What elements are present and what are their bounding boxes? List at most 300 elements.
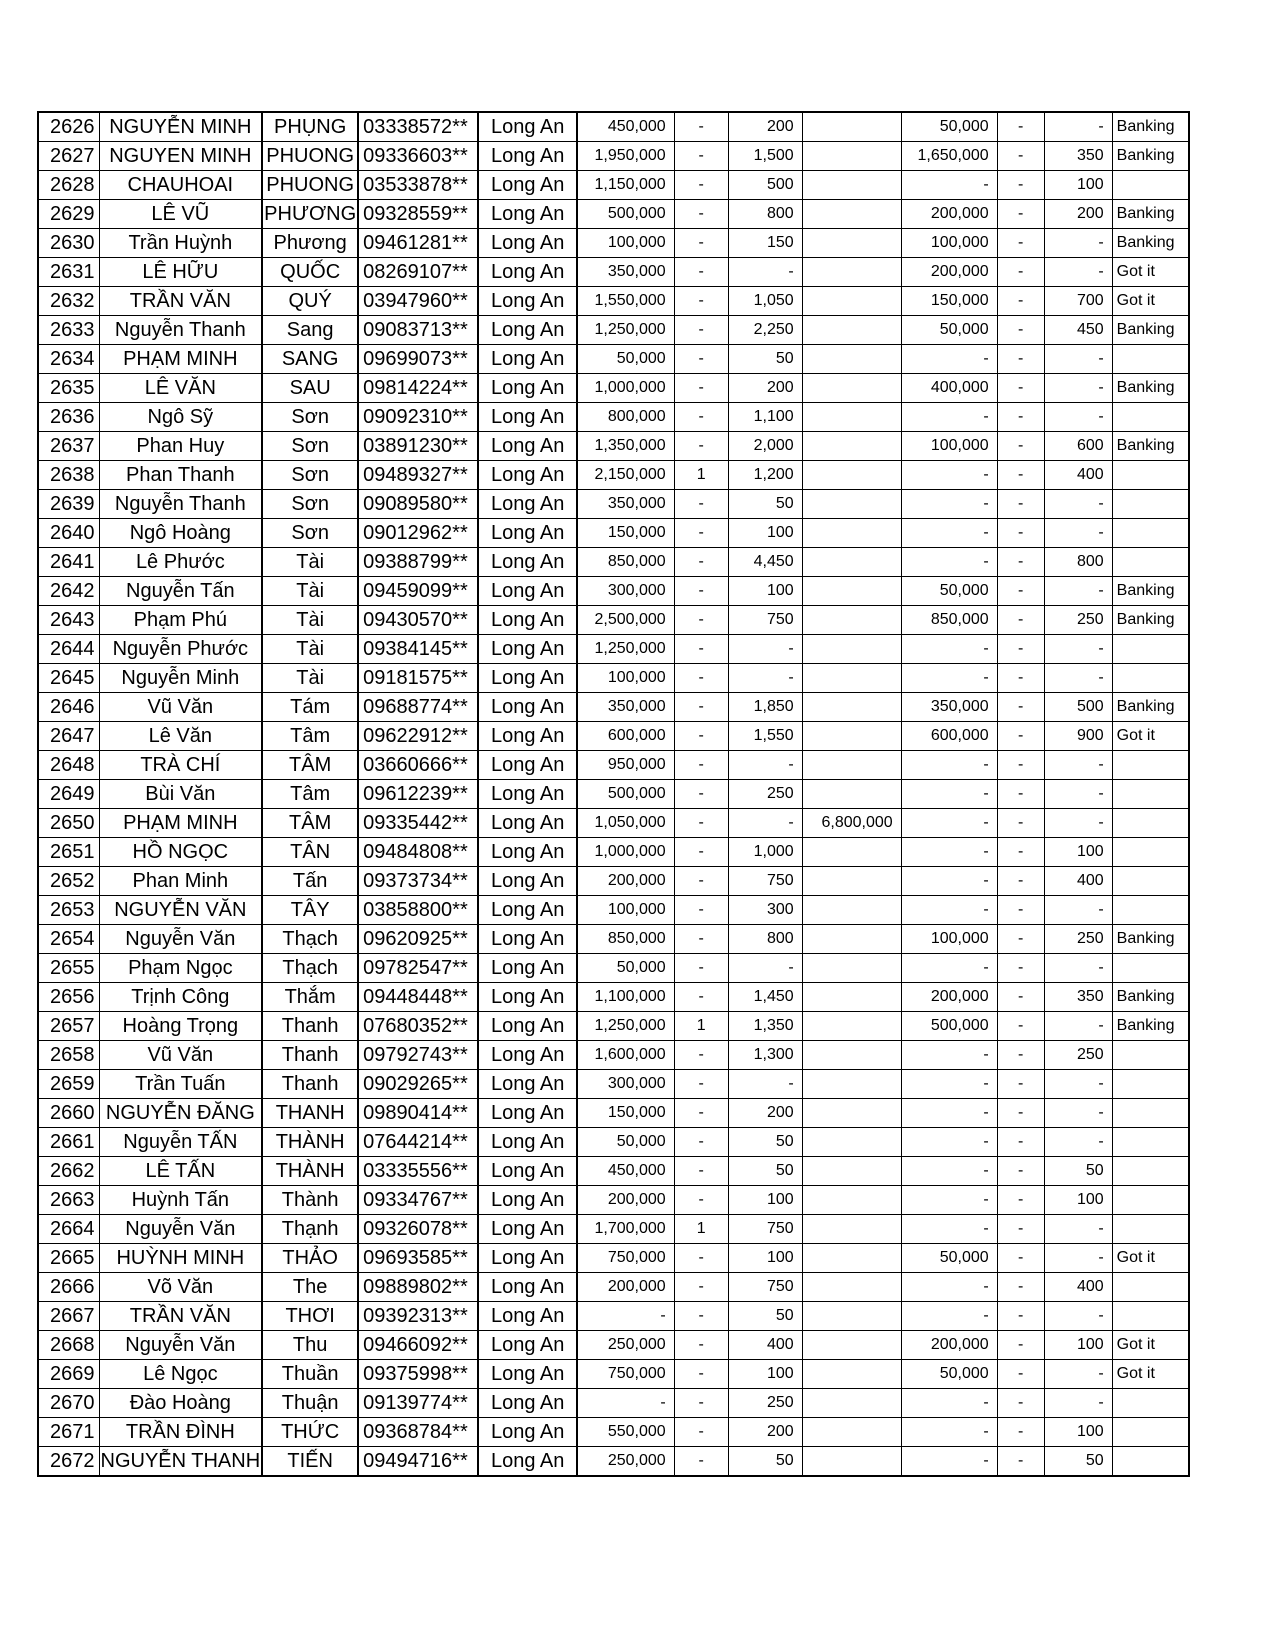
row-number-cell: 2660 [38,1099,99,1128]
count-cell: - [674,374,728,403]
amount-cell: 450,000 [577,112,674,142]
province-cell: Long An [478,171,577,200]
count-cell: 1 [674,1012,728,1041]
table-row [38,1302,1189,1331]
points-cell: 750 [728,867,802,896]
method-cell: Banking [1112,983,1189,1012]
points-cell: 1,200 [728,461,802,490]
table-row [38,1099,1189,1128]
bonus-cell: - [1044,403,1112,432]
row-number-cell: 2671 [38,1418,99,1447]
province-cell: Long An [478,432,577,461]
given-name-cell: Tâm [262,780,358,809]
flag-cell: - [997,577,1044,606]
amount-cell: 1,950,000 [577,142,674,171]
given-name-cell: THỨC [262,1418,358,1447]
given-name-cell: PHỤNG [262,112,358,142]
extra-amount-cell [802,258,901,287]
extra-amount-cell [802,1302,901,1331]
surname-cell: PHẠM MINH [99,345,262,374]
method-cell: Banking [1112,374,1189,403]
amount-cell: 150,000 [577,519,674,548]
surname-cell: Huỳnh Tấn [99,1186,262,1215]
bonus-cell: 500 [1044,693,1112,722]
paid-amount-cell: 200,000 [901,983,997,1012]
province-cell: Long An [478,1157,577,1186]
phone-cell: 09336603** [358,142,478,171]
table-row [38,229,1189,258]
flag-cell: - [997,316,1044,345]
province-cell: Long An [478,1128,577,1157]
bonus-cell: 100 [1044,1418,1112,1447]
extra-amount-cell [802,954,901,983]
flag-cell: - [997,1128,1044,1157]
amount-cell: 350,000 [577,693,674,722]
points-cell: 50 [728,1157,802,1186]
flag-cell: - [997,548,1044,577]
table-row [38,171,1189,200]
table-row [38,1418,1189,1447]
phone-cell: 09368784** [358,1418,478,1447]
row-number-cell: 2670 [38,1389,99,1418]
extra-amount-cell [802,838,901,867]
paid-amount-cell: 850,000 [901,606,997,635]
extra-amount-cell [802,983,901,1012]
method-cell: Banking [1112,606,1189,635]
row-number-cell: 2657 [38,1012,99,1041]
amount-cell: 250,000 [577,1447,674,1477]
bonus-cell: - [1044,954,1112,983]
paid-amount-cell: - [901,519,997,548]
extra-amount-cell [802,374,901,403]
surname-cell: LÊ VŨ [99,200,262,229]
phone-cell: 09139774** [358,1389,478,1418]
table-row [38,345,1189,374]
extra-amount-cell [802,171,901,200]
surname-cell: Nguyễn Phước [99,635,262,664]
province-cell: Long An [478,1418,577,1447]
bonus-cell: 350 [1044,142,1112,171]
method-cell [1112,461,1189,490]
surname-cell: Vũ Văn [99,1041,262,1070]
amount-cell: 850,000 [577,925,674,954]
amount-cell: 1,600,000 [577,1041,674,1070]
province-cell: Long An [478,1389,577,1418]
paid-amount-cell: - [901,954,997,983]
phone-cell: 09459099** [358,577,478,606]
table-row [38,1331,1189,1360]
extra-amount-cell [802,1360,901,1389]
flag-cell: - [997,1070,1044,1099]
bonus-cell: 400 [1044,1273,1112,1302]
phone-cell: 09461281** [358,229,478,258]
count-cell: - [674,316,728,345]
paid-amount-cell: - [901,1447,997,1477]
phone-cell: 09335442** [358,809,478,838]
surname-cell: LÊ TẤN [99,1157,262,1186]
amount-cell: 550,000 [577,1418,674,1447]
amount-cell: 1,150,000 [577,171,674,200]
surname-cell: Hoàng Trọng [99,1012,262,1041]
surname-cell: NGUYỄN ĐĂNG [99,1099,262,1128]
paid-amount-cell: 1,650,000 [901,142,997,171]
table-row [38,1041,1189,1070]
count-cell: - [674,838,728,867]
amount-cell: 600,000 [577,722,674,751]
flag-cell: - [997,258,1044,287]
method-cell [1112,664,1189,693]
surname-cell: Lê Văn [99,722,262,751]
bonus-cell: - [1044,780,1112,809]
surname-cell: HỒ NGỌC [99,838,262,867]
given-name-cell: THÀNH [262,1157,358,1186]
method-cell: Got it [1112,722,1189,751]
count-cell: - [674,664,728,693]
method-cell [1112,1215,1189,1244]
phone-cell: 09612239** [358,780,478,809]
row-number-cell: 2644 [38,635,99,664]
extra-amount-cell [802,142,901,171]
flag-cell: - [997,809,1044,838]
flag-cell: - [997,1360,1044,1389]
extra-amount-cell [802,287,901,316]
amount-cell: 850,000 [577,548,674,577]
extra-amount-cell [802,229,901,258]
table-row [38,954,1189,983]
paid-amount-cell: - [901,1389,997,1418]
method-cell [1112,867,1189,896]
given-name-cell: TÂM [262,809,358,838]
method-cell [1112,1273,1189,1302]
count-cell: 1 [674,1215,728,1244]
amount-cell: 350,000 [577,258,674,287]
count-cell: - [674,1041,728,1070]
province-cell: Long An [478,693,577,722]
row-number-cell: 2635 [38,374,99,403]
paid-amount-cell: 50,000 [901,577,997,606]
table-row [38,112,1189,142]
phone-cell: 09384145** [358,635,478,664]
given-name-cell: THÀNH [262,1128,358,1157]
flag-cell: - [997,1186,1044,1215]
amount-cell: 2,150,000 [577,461,674,490]
count-cell: - [674,1128,728,1157]
given-name-cell: Thu [262,1331,358,1360]
paid-amount-cell: - [901,1186,997,1215]
table-row [38,1360,1189,1389]
method-cell [1112,1389,1189,1418]
row-number-cell: 2661 [38,1128,99,1157]
count-cell: - [674,1099,728,1128]
paid-amount-cell: 200,000 [901,1331,997,1360]
given-name-cell: Thuận [262,1389,358,1418]
points-cell: 200 [728,112,802,142]
phone-cell: 07680352** [358,1012,478,1041]
given-name-cell: Sơn [262,490,358,519]
paid-amount-cell: - [901,548,997,577]
extra-amount-cell [802,693,901,722]
points-cell: 4,450 [728,548,802,577]
amount-cell: 1,250,000 [577,316,674,345]
flag-cell: - [997,112,1044,142]
row-number-cell: 2658 [38,1041,99,1070]
surname-cell: TRẦN VĂN [99,1302,262,1331]
count-cell: - [674,548,728,577]
province-cell: Long An [478,1331,577,1360]
bonus-cell: 450 [1044,316,1112,345]
flag-cell: - [997,1215,1044,1244]
method-cell [1112,171,1189,200]
surname-cell: NGUYEN MINH [99,142,262,171]
points-cell: 100 [728,577,802,606]
paid-amount-cell: 100,000 [901,925,997,954]
province-cell: Long An [478,1070,577,1099]
given-name-cell: SANG [262,345,358,374]
count-cell: - [674,519,728,548]
table-row [38,374,1189,403]
points-cell: 2,000 [728,432,802,461]
method-cell: Banking [1112,577,1189,606]
table-row [38,867,1189,896]
given-name-cell: Thanh [262,1041,358,1070]
table-row [38,1273,1189,1302]
amount-cell: 100,000 [577,896,674,925]
table-row [38,403,1189,432]
amount-cell: 200,000 [577,1273,674,1302]
given-name-cell: The [262,1273,358,1302]
amount-cell: 1,250,000 [577,1012,674,1041]
extra-amount-cell [802,577,901,606]
table-row [38,1447,1189,1477]
count-cell: - [674,722,728,751]
extra-amount-cell [802,1273,901,1302]
row-number-cell: 2662 [38,1157,99,1186]
surname-cell: TRẦN ĐÌNH [99,1418,262,1447]
row-number-cell: 2638 [38,461,99,490]
row-number-cell: 2626 [38,112,99,142]
paid-amount-cell: 50,000 [901,316,997,345]
extra-amount-cell [802,1418,901,1447]
paid-amount-cell: 500,000 [901,1012,997,1041]
given-name-cell: QUÝ [262,287,358,316]
extra-amount-cell [802,1070,901,1099]
row-number-cell: 2667 [38,1302,99,1331]
row-number-cell: 2655 [38,954,99,983]
amount-cell: 1,350,000 [577,432,674,461]
table-row [38,751,1189,780]
amount-cell: 1,250,000 [577,635,674,664]
paid-amount-cell: - [901,1041,997,1070]
table-row [38,809,1189,838]
method-cell [1112,1070,1189,1099]
surname-cell: Nguyễn TẤN [99,1128,262,1157]
extra-amount-cell [802,519,901,548]
count-cell: - [674,1389,728,1418]
given-name-cell: TIẾN [262,1447,358,1477]
method-cell [1112,345,1189,374]
paid-amount-cell: 200,000 [901,258,997,287]
table-row [38,838,1189,867]
method-cell [1112,954,1189,983]
points-cell: 250 [728,780,802,809]
flag-cell: - [997,635,1044,664]
points-cell: - [728,1070,802,1099]
points-cell: - [728,258,802,287]
flag-cell: - [997,229,1044,258]
province-cell: Long An [478,983,577,1012]
count-cell: - [674,142,728,171]
row-number-cell: 2656 [38,983,99,1012]
bonus-cell: - [1044,635,1112,664]
count-cell: 1 [674,461,728,490]
amount-cell: 100,000 [577,664,674,693]
table-row [38,1215,1189,1244]
count-cell: - [674,925,728,954]
count-cell: - [674,809,728,838]
row-number-cell: 2663 [38,1186,99,1215]
province-cell: Long An [478,258,577,287]
row-number-cell: 2646 [38,693,99,722]
phone-cell: 09484808** [358,838,478,867]
province-cell: Long An [478,200,577,229]
points-cell: 1,500 [728,142,802,171]
count-cell: - [674,1331,728,1360]
paid-amount-cell: - [901,403,997,432]
extra-amount-cell [802,461,901,490]
count-cell: - [674,490,728,519]
province-cell: Long An [478,1302,577,1331]
method-cell: Got it [1112,1360,1189,1389]
flag-cell: - [997,867,1044,896]
paid-amount-cell: - [901,1157,997,1186]
bonus-cell: 200 [1044,200,1112,229]
points-cell: 750 [728,1215,802,1244]
table-row [38,1186,1189,1215]
phone-cell: 09083713** [358,316,478,345]
paid-amount-cell: - [901,809,997,838]
given-name-cell: Sơn [262,461,358,490]
extra-amount-cell [802,896,901,925]
paid-amount-cell: - [901,896,997,925]
table-body [38,112,1189,1476]
points-cell: 400 [728,1331,802,1360]
bonus-cell: - [1044,751,1112,780]
paid-amount-cell: 600,000 [901,722,997,751]
row-number-cell: 2643 [38,606,99,635]
row-number-cell: 2652 [38,867,99,896]
bonus-cell: - [1044,1012,1112,1041]
phone-cell: 09029265** [358,1070,478,1099]
amount-cell: 300,000 [577,577,674,606]
extra-amount-cell [802,664,901,693]
extra-amount-cell [802,1186,901,1215]
province-cell: Long An [478,548,577,577]
surname-cell: Nguyễn Văn [99,925,262,954]
amount-cell: 150,000 [577,1099,674,1128]
phone-cell: 09814224** [358,374,478,403]
given-name-cell: Thắm [262,983,358,1012]
row-number-cell: 2649 [38,780,99,809]
province-cell: Long An [478,461,577,490]
table-row [38,1070,1189,1099]
table-row [38,200,1189,229]
flag-cell: - [997,519,1044,548]
amount-cell: 1,550,000 [577,287,674,316]
surname-cell: LÊ VĂN [99,374,262,403]
amount-cell: 950,000 [577,751,674,780]
method-cell [1112,403,1189,432]
surname-cell: CHAUHOAI [99,171,262,200]
table-row [38,142,1189,171]
given-name-cell: Sơn [262,519,358,548]
count-cell: - [674,1244,728,1273]
given-name-cell: PHUONG [262,142,358,171]
bonus-cell: - [1044,896,1112,925]
bonus-cell: - [1044,229,1112,258]
given-name-cell: TÂN [262,838,358,867]
row-number-cell: 2632 [38,287,99,316]
amount-cell: 500,000 [577,780,674,809]
count-cell: - [674,403,728,432]
given-name-cell: Tài [262,635,358,664]
amount-cell: 100,000 [577,229,674,258]
bonus-cell: 100 [1044,1331,1112,1360]
province-cell: Long An [478,1099,577,1128]
phone-cell: 09494716** [358,1447,478,1477]
surname-cell: Phan Huy [99,432,262,461]
row-number-cell: 2628 [38,171,99,200]
count-cell: - [674,867,728,896]
paid-amount-cell: 50,000 [901,112,997,142]
points-cell: 1,300 [728,1041,802,1070]
method-cell: Banking [1112,316,1189,345]
extra-amount-cell [802,1331,901,1360]
phone-cell: 09375998** [358,1360,478,1389]
province-cell: Long An [478,1273,577,1302]
flag-cell: - [997,1012,1044,1041]
phone-cell: 03533878** [358,171,478,200]
table-row [38,693,1189,722]
extra-amount-cell [802,1389,901,1418]
points-cell: 100 [728,1360,802,1389]
surname-cell: Vũ Văn [99,693,262,722]
phone-cell: 09889802** [358,1273,478,1302]
count-cell: - [674,780,728,809]
amount-cell: 500,000 [577,200,674,229]
table-row [38,1389,1189,1418]
phone-cell: 03858800** [358,896,478,925]
row-number-cell: 2651 [38,838,99,867]
bonus-cell: 900 [1044,722,1112,751]
phone-cell: 03891230** [358,432,478,461]
flag-cell: - [997,345,1044,374]
province-cell: Long An [478,112,577,142]
points-cell: 800 [728,200,802,229]
points-cell: 1,050 [728,287,802,316]
count-cell: - [674,606,728,635]
count-cell: - [674,432,728,461]
paid-amount-cell: 400,000 [901,374,997,403]
paid-amount-cell: - [901,780,997,809]
surname-cell: NGUYỄN THANH [99,1447,262,1477]
flag-cell: - [997,374,1044,403]
paid-amount-cell: 50,000 [901,1360,997,1389]
flag-cell: - [997,722,1044,751]
count-cell: - [674,200,728,229]
points-cell: 300 [728,896,802,925]
extra-amount-cell: 6,800,000 [802,809,901,838]
count-cell: - [674,171,728,200]
